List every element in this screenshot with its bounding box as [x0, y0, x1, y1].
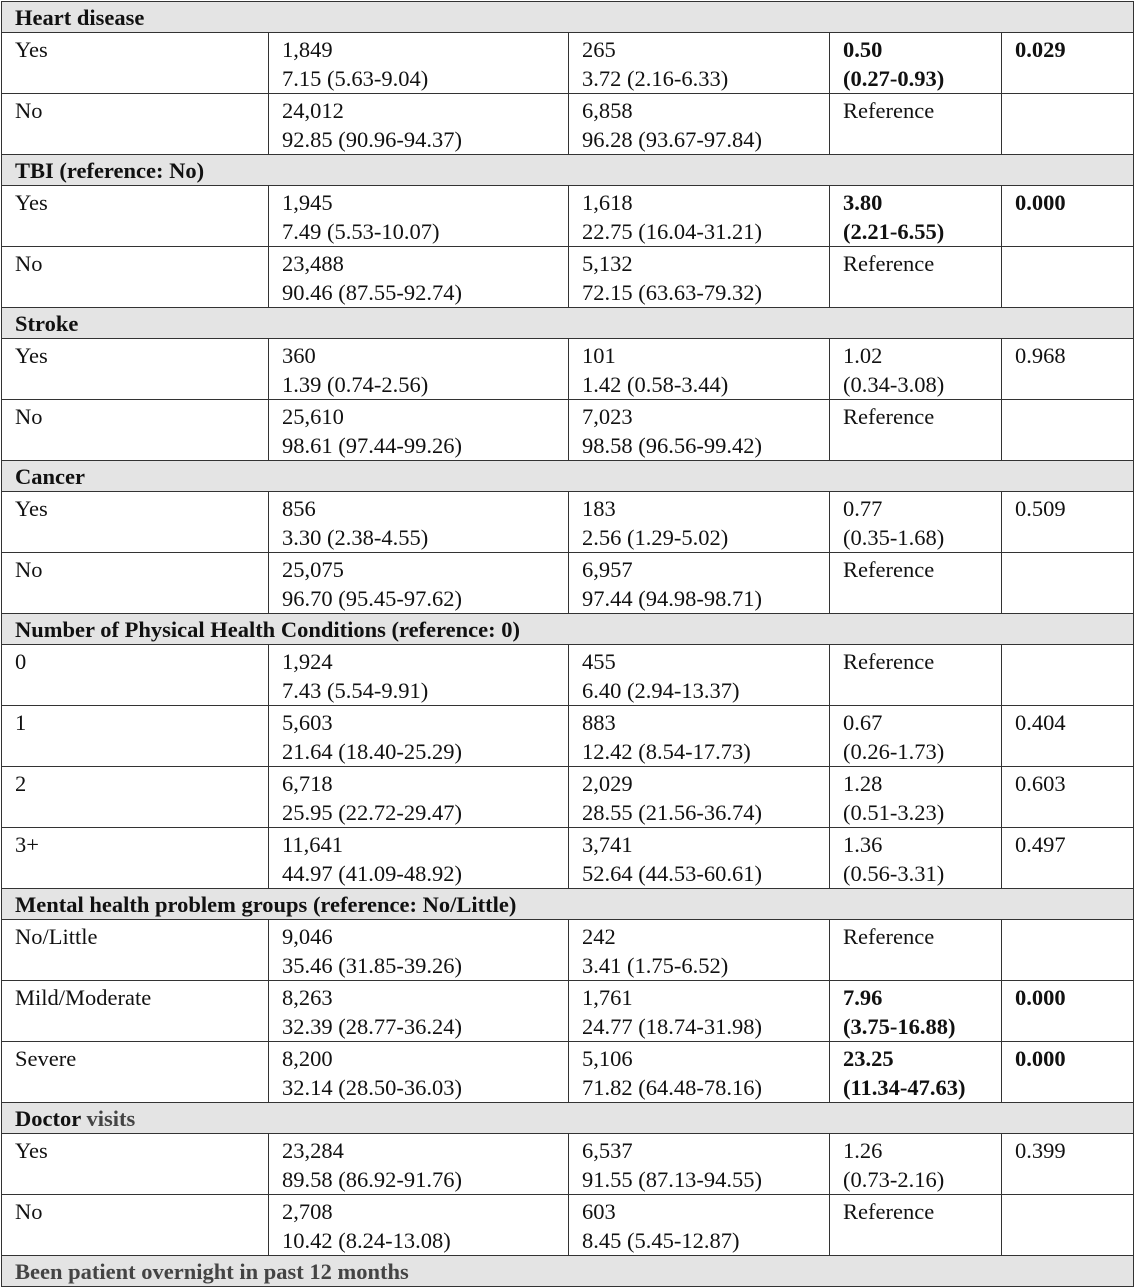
group1-count: 2,708: [282, 1199, 333, 1224]
group1-count: 1,924: [282, 649, 333, 674]
group1-count: 23,284: [282, 1138, 344, 1163]
group1-percent-ci: 44.97 (41.09-48.92): [282, 861, 462, 886]
group1-cell: [269, 981, 569, 1042]
group1-cell: [269, 706, 569, 767]
group2-cell: [569, 400, 830, 461]
table-row: [2, 492, 1134, 553]
table-row: [2, 94, 1134, 155]
table-row: [2, 339, 1134, 400]
table-row: [2, 1195, 1134, 1256]
group1-percent-ci: 92.85 (90.96-94.37): [282, 127, 462, 152]
p-value: 0.399: [1015, 1138, 1066, 1163]
group1-count: 8,263: [282, 985, 333, 1010]
group1-percent-ci: 32.39 (28.77-36.24): [282, 1014, 462, 1039]
p-value-cell: [1002, 94, 1134, 155]
odds-ratio: Reference: [843, 251, 935, 276]
row-label: Severe: [15, 1046, 77, 1071]
p-value: 0.000: [1015, 1046, 1066, 1071]
group2-percent-ci: 3.72 (2.16-6.33): [582, 66, 729, 91]
row-label: Yes: [15, 190, 48, 215]
p-value-cell: [1002, 1042, 1134, 1103]
p-value-cell: [1002, 553, 1134, 614]
p-value-cell: [1002, 400, 1134, 461]
group1-cell: [269, 1134, 569, 1195]
row-label: No: [15, 404, 43, 429]
odds-ratio: 1.28: [843, 771, 883, 796]
group2-count: 5,132: [582, 251, 633, 276]
row-label: Mild/Moderate: [15, 985, 152, 1010]
group2-cell: [569, 645, 830, 706]
group2-count: 6,957: [582, 557, 633, 582]
row-label-cell: [2, 400, 269, 461]
group2-cell: [569, 767, 830, 828]
group2-percent-ci: 71.82 (64.48-78.16): [582, 1075, 762, 1100]
group1-percent-ci: 96.70 (95.45-97.62): [282, 586, 462, 611]
group1-cell: [269, 186, 569, 247]
group2-percent-ci: 91.55 (87.13-94.55): [582, 1167, 762, 1192]
table-row: [2, 1134, 1134, 1195]
group2-count: 242: [582, 924, 616, 949]
group2-count: 6,537: [582, 1138, 633, 1163]
odds-ratio: Reference: [843, 924, 935, 949]
group2-percent-ci: 1.42 (0.58-3.44): [582, 372, 729, 397]
section-title-cell: [2, 2, 1134, 33]
group2-cell: [569, 828, 830, 889]
table-body: [2, 2, 1134, 1287]
group2-count: 1,618: [582, 190, 633, 215]
p-value-cell: [1002, 828, 1134, 889]
table-row: [2, 828, 1134, 889]
group1-percent-ci: 10.42 (8.24-13.08): [282, 1228, 451, 1253]
p-value: 0.404: [1015, 710, 1066, 735]
group2-count: 455: [582, 649, 616, 674]
group2-count: 2,029: [582, 771, 633, 796]
odds-ratio-cell: [830, 33, 1002, 94]
p-value-cell: [1002, 339, 1134, 400]
group2-percent-ci: 6.40 (2.94-13.37): [582, 678, 740, 703]
odds-ratio-cell: [830, 247, 1002, 308]
group2-count: 7,023: [582, 404, 633, 429]
row-label-cell: [2, 33, 269, 94]
section-header-row: [2, 155, 1134, 186]
odds-ratio: Reference: [843, 98, 935, 123]
p-value: 0.603: [1015, 771, 1066, 796]
p-value: 0.497: [1015, 832, 1066, 857]
p-value: 0.000: [1015, 190, 1066, 215]
row-label: No/Little: [15, 924, 98, 949]
group1-cell: [269, 1195, 569, 1256]
odds-ratio: Reference: [843, 649, 935, 674]
group1-percent-ci: 98.61 (97.44-99.26): [282, 433, 462, 458]
odds-ratio: Reference: [843, 557, 935, 582]
odds-ratio: 0.50: [843, 37, 883, 62]
odds-ratio-ci: (3.75-16.88): [843, 1014, 956, 1039]
data-table: [1, 1, 1134, 1287]
group1-count: 6,718: [282, 771, 333, 796]
row-label-cell: [2, 828, 269, 889]
group2-percent-ci: 28.55 (21.56-36.74): [582, 800, 762, 825]
section-title-cell: [2, 308, 1134, 339]
section-header-row: [2, 2, 1134, 33]
odds-ratio-cell: [830, 767, 1002, 828]
row-label-cell: [2, 94, 269, 155]
row-label: Yes: [15, 1138, 48, 1163]
odds-ratio: Reference: [843, 1199, 935, 1224]
row-label-cell: [2, 645, 269, 706]
odds-ratio: 3.80: [843, 190, 883, 215]
group1-count: 24,012: [282, 98, 344, 123]
odds-ratio-ci: (0.27-0.93): [843, 66, 945, 91]
group2-cell: [569, 247, 830, 308]
group1-percent-ci: 25.95 (22.72-29.47): [282, 800, 462, 825]
section-title: Stroke: [15, 311, 79, 336]
group1-percent-ci: 1.39 (0.74-2.56): [282, 372, 429, 397]
odds-ratio-ci: (0.56-3.31): [843, 861, 945, 886]
odds-ratio-cell: [830, 645, 1002, 706]
section-title: Been patient overnight in past 12 months: [15, 1259, 409, 1284]
group1-cell: [269, 94, 569, 155]
p-value-cell: [1002, 33, 1134, 94]
group2-cell: [569, 1195, 830, 1256]
p-value: 0.029: [1015, 37, 1066, 62]
odds-ratio: 1.26: [843, 1138, 883, 1163]
section-title: Mental health problem groups (reference: No/Little): [15, 892, 517, 917]
group2-percent-ci: 22.75 (16.04-31.21): [582, 219, 762, 244]
group2-count: 5,106: [582, 1046, 633, 1071]
group2-percent-ci: 98.58 (96.56-99.42): [582, 433, 762, 458]
group1-percent-ci: 7.15 (5.63-9.04): [282, 66, 429, 91]
group2-cell: [569, 1042, 830, 1103]
odds-ratio: 0.77: [843, 496, 883, 521]
row-label: Yes: [15, 37, 48, 62]
row-label-cell: [2, 1134, 269, 1195]
group1-count: 856: [282, 496, 316, 521]
group2-percent-ci: 52.64 (44.53-60.61): [582, 861, 762, 886]
group2-percent-ci: 96.28 (93.67-97.84): [582, 127, 762, 152]
row-label-cell: [2, 247, 269, 308]
odds-ratio-cell: [830, 1042, 1002, 1103]
odds-ratio-ci: (2.21-6.55): [843, 219, 945, 244]
group1-cell: [269, 828, 569, 889]
p-value-cell: [1002, 492, 1134, 553]
row-label-cell: [2, 1195, 269, 1256]
group1-count: 11,641: [282, 832, 344, 857]
group1-count: 1,849: [282, 37, 333, 62]
p-value-cell: [1002, 767, 1134, 828]
group1-cell: [269, 553, 569, 614]
p-value: 0.968: [1015, 343, 1066, 368]
section-title: Number of Physical Health Conditions (reference: 0): [15, 617, 520, 642]
group2-cell: [569, 492, 830, 553]
group1-cell: [269, 767, 569, 828]
row-label: 3+: [15, 832, 39, 857]
group2-count: 6,858: [582, 98, 633, 123]
section-title-cell: [2, 1256, 1134, 1287]
group2-percent-ci: 72.15 (63.63-79.32): [582, 280, 762, 305]
group2-cell: [569, 920, 830, 981]
section-title: Heart disease: [15, 5, 145, 30]
odds-ratio-cell: [830, 920, 1002, 981]
group2-count: 3,741: [582, 832, 633, 857]
row-label: No: [15, 1199, 43, 1224]
group1-percent-ci: 21.64 (18.40-25.29): [282, 739, 462, 764]
row-label-cell: [2, 553, 269, 614]
odds-ratio-ci: (0.73-2.16): [843, 1167, 945, 1192]
odds-ratio: 0.67: [843, 710, 883, 735]
section-header-row: [2, 1256, 1134, 1287]
section-title: TBI (reference: No): [15, 158, 205, 183]
table-row: [2, 767, 1134, 828]
p-value: 0.509: [1015, 496, 1066, 521]
odds-ratio-ci: (0.35-1.68): [843, 525, 945, 550]
group2-cell: [569, 706, 830, 767]
group1-cell: [269, 400, 569, 461]
group1-percent-ci: 90.46 (87.55-92.74): [282, 280, 462, 305]
section-title: Cancer: [15, 464, 85, 489]
group2-cell: [569, 33, 830, 94]
p-value-cell: [1002, 186, 1134, 247]
group1-count: 9,046: [282, 924, 333, 949]
table-row: [2, 400, 1134, 461]
group1-cell: [269, 339, 569, 400]
group1-count: 25,075: [282, 557, 344, 582]
section-header-row: [2, 889, 1134, 920]
row-label: Yes: [15, 343, 48, 368]
group2-cell: [569, 553, 830, 614]
odds-ratio-cell: [830, 828, 1002, 889]
row-label-cell: [2, 492, 269, 553]
row-label-cell: [2, 186, 269, 247]
group2-count: 1,761: [582, 985, 633, 1010]
section-title-cell: [2, 155, 1134, 186]
table-row: [2, 553, 1134, 614]
section-title-cell: [2, 614, 1134, 645]
group1-percent-ci: 89.58 (86.92-91.76): [282, 1167, 462, 1192]
row-label-cell: [2, 706, 269, 767]
row-label: Yes: [15, 496, 48, 521]
group1-percent-ci: 7.43 (5.54-9.91): [282, 678, 429, 703]
row-label-cell: [2, 767, 269, 828]
table-row: [2, 706, 1134, 767]
group2-count: 183: [582, 496, 616, 521]
group2-count: 883: [582, 710, 616, 735]
section-title: Doctor: [15, 1106, 81, 1131]
group2-percent-ci: 8.45 (5.45-12.87): [582, 1228, 740, 1253]
table-row: [2, 920, 1134, 981]
odds-ratio-cell: [830, 186, 1002, 247]
group2-cell: [569, 1134, 830, 1195]
group1-count: 25,610: [282, 404, 344, 429]
odds-ratio: 7.96: [843, 985, 883, 1010]
section-header-row: [2, 1103, 1134, 1134]
odds-ratio-cell: [830, 553, 1002, 614]
table-row: [2, 186, 1134, 247]
group1-cell: [269, 1042, 569, 1103]
group1-count: 1,945: [282, 190, 333, 215]
group1-percent-ci: 32.14 (28.50-36.03): [282, 1075, 462, 1100]
group1-cell: [269, 492, 569, 553]
section-title-cell: [2, 461, 1134, 492]
odds-ratio: 1.02: [843, 343, 883, 368]
table-row: [2, 981, 1134, 1042]
odds-ratio-cell: [830, 94, 1002, 155]
section-title-cell: [2, 1103, 1134, 1134]
group2-cell: [569, 981, 830, 1042]
p-value-cell: [1002, 1134, 1134, 1195]
odds-ratio-cell: [830, 400, 1002, 461]
odds-ratio: 23.25: [843, 1046, 894, 1071]
odds-ratio: Reference: [843, 404, 935, 429]
section-title-cell: [2, 889, 1134, 920]
row-label: No: [15, 251, 43, 276]
odds-ratio-cell: [830, 339, 1002, 400]
row-label-cell: [2, 981, 269, 1042]
row-label-cell: [2, 920, 269, 981]
group2-percent-ci: 3.41 (1.75-6.52): [582, 953, 729, 978]
p-value-cell: [1002, 706, 1134, 767]
p-value-cell: [1002, 1195, 1134, 1256]
section-header-row: [2, 308, 1134, 339]
odds-ratio-ci: (0.34-3.08): [843, 372, 945, 397]
odds-ratio: 1.36: [843, 832, 883, 857]
group2-cell: [569, 94, 830, 155]
odds-ratio-ci: (0.26-1.73): [843, 739, 945, 764]
section-title-suffix: visits: [80, 1106, 136, 1131]
table-row: [2, 1042, 1134, 1103]
group1-percent-ci: 35.46 (31.85-39.26): [282, 953, 462, 978]
p-value-cell: [1002, 981, 1134, 1042]
odds-ratio-ci: (0.51-3.23): [843, 800, 945, 825]
p-value-cell: [1002, 247, 1134, 308]
group1-count: 8,200: [282, 1046, 333, 1071]
group2-cell: [569, 186, 830, 247]
group1-cell: [269, 645, 569, 706]
row-label-cell: [2, 1042, 269, 1103]
section-header-row: [2, 614, 1134, 645]
row-label: No: [15, 98, 43, 123]
row-label: 1: [15, 710, 27, 735]
odds-ratio-cell: [830, 706, 1002, 767]
group2-count: 265: [582, 37, 616, 62]
row-label: No: [15, 557, 43, 582]
group1-count: 360: [282, 343, 316, 368]
row-label: 2: [15, 771, 27, 796]
odds-ratio-cell: [830, 1195, 1002, 1256]
row-label: 0: [15, 649, 27, 674]
table-row: [2, 33, 1134, 94]
odds-ratio-cell: [830, 492, 1002, 553]
group2-count: 101: [582, 343, 616, 368]
group2-count: 603: [582, 1199, 616, 1224]
row-label-cell: [2, 339, 269, 400]
group2-percent-ci: 24.77 (18.74-31.98): [582, 1014, 762, 1039]
table-row: [2, 247, 1134, 308]
odds-ratio-cell: [830, 981, 1002, 1042]
group2-cell: [569, 339, 830, 400]
group1-cell: [269, 33, 569, 94]
p-value-cell: [1002, 920, 1134, 981]
odds-ratio-ci: (11.34-47.63): [843, 1075, 966, 1100]
group2-percent-ci: 12.42 (8.54-17.73): [582, 739, 751, 764]
p-value-cell: [1002, 645, 1134, 706]
group1-cell: [269, 247, 569, 308]
table-row: [2, 645, 1134, 706]
group1-count: 5,603: [282, 710, 333, 735]
odds-ratio-cell: [830, 1134, 1002, 1195]
section-header-row: [2, 461, 1134, 492]
group1-count: 23,488: [282, 251, 344, 276]
group1-percent-ci: 3.30 (2.38-4.55): [282, 525, 429, 550]
group2-percent-ci: 2.56 (1.29-5.02): [582, 525, 729, 550]
group2-percent-ci: 97.44 (94.98-98.71): [582, 586, 762, 611]
p-value: 0.000: [1015, 985, 1066, 1010]
group1-percent-ci: 7.49 (5.53-10.07): [282, 219, 440, 244]
group1-cell: [269, 920, 569, 981]
